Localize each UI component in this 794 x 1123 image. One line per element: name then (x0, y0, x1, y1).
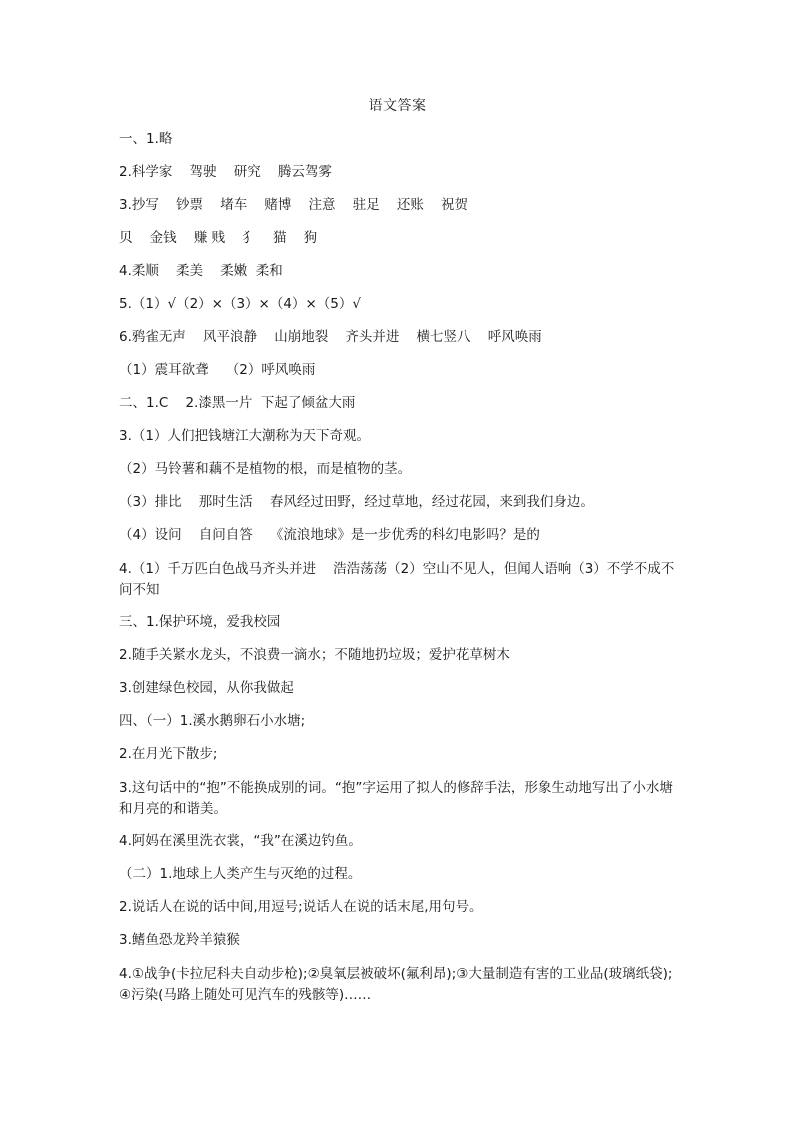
answer-line-23: 2.说话人在说的话中间,用逗号;说话人在说的话末尾,用句号。 (119, 899, 483, 915)
answer-line-12: （3）排比 那时生活 春风经过田野，经过草地，经过花园，来到我们身边。 (119, 494, 594, 510)
answer-line-13: （4）设问 自问自答 《流浪地球》是一步优秀的科幻电影吗？是的 (119, 527, 540, 543)
answer-line-7: 6.鸦雀无声 风平浪静 山崩地裂 齐头并进 横七竖八 呼风唤雨 (119, 329, 542, 345)
answer-line-1: 一、1.略 (119, 131, 173, 147)
answer-line-10: 3.（1）人们把钱塘江大潮称为天下奇观。 (119, 428, 370, 444)
answer-line-11: （2）马铃薯和藕不是植物的根，而是植物的茎。 (119, 461, 412, 477)
answer-line-15: 三、1.保护环境，爱我校园 (119, 614, 281, 630)
answer-line-20: 3.这句话中的“抱”不能换成别的词。“抱”字运用了拟人的修辞手法，形象生动地写出了小水塘和月亮的和谐美。 (119, 780, 673, 817)
answer-line-3: 3.抄写 钞票 堵车 赌博 注意 驻足 还账 祝贺 (119, 197, 469, 213)
answer-line-5: 4.柔顺 柔美 柔嫩 柔和 (119, 263, 283, 279)
answer-line-4: 贝 金钱 赚 贱 犭 猫 狗 (119, 230, 318, 246)
answer-line-24: 3.鳍鱼恐龙羚羊猿猴 (119, 932, 240, 948)
document-title: 语文答案 (368, 98, 427, 114)
answer-line-16: 2.随手关紧水龙头，不浪费一滴水；不随地扔垃圾；爱护花草树木 (119, 647, 510, 663)
answer-line-21: 4.阿妈在溪里洗衣裳，“我”在溪边钓鱼。 (119, 833, 362, 849)
answer-line-14: 4.（1）千万匹白色战马齐头并进 浩浩荡荡（2）空山不见人，但闻人语响（3）不学不成不问不知 (119, 561, 675, 598)
answer-line-19: 2.在月光下散步; (119, 746, 218, 762)
answer-line-18: 四、（一）1.溪水鹅卵石小水塘; (119, 713, 306, 729)
answer-line-22: （二）1.地球上人类产生与灭绝的过程。 (119, 866, 362, 882)
answer-line-9: 二、1.C 2.漆黑一片 下起了倾盆大雨 (119, 395, 356, 411)
answer-line-8: （1）震耳欲聋 （2）呼风唤雨 (119, 362, 316, 378)
answer-line-17: 3.创建绿色校园，从你我做起 (119, 680, 294, 696)
answer-line-25: 4.①战争(卡拉尼科夫自动步枪);②臭氧层被破坏(氟利昂);③大量制造有害的工业品(玻璃纸袋);④污染(马路上随处可见汽车的残骸等)…… (119, 966, 673, 1003)
answer-line-2: 2.科学家 驾驶 研究 腾云驾雾 (119, 164, 332, 180)
answer-line-6: 5.（1）√（2）×（3）×（4）×（5）√ (119, 296, 361, 312)
